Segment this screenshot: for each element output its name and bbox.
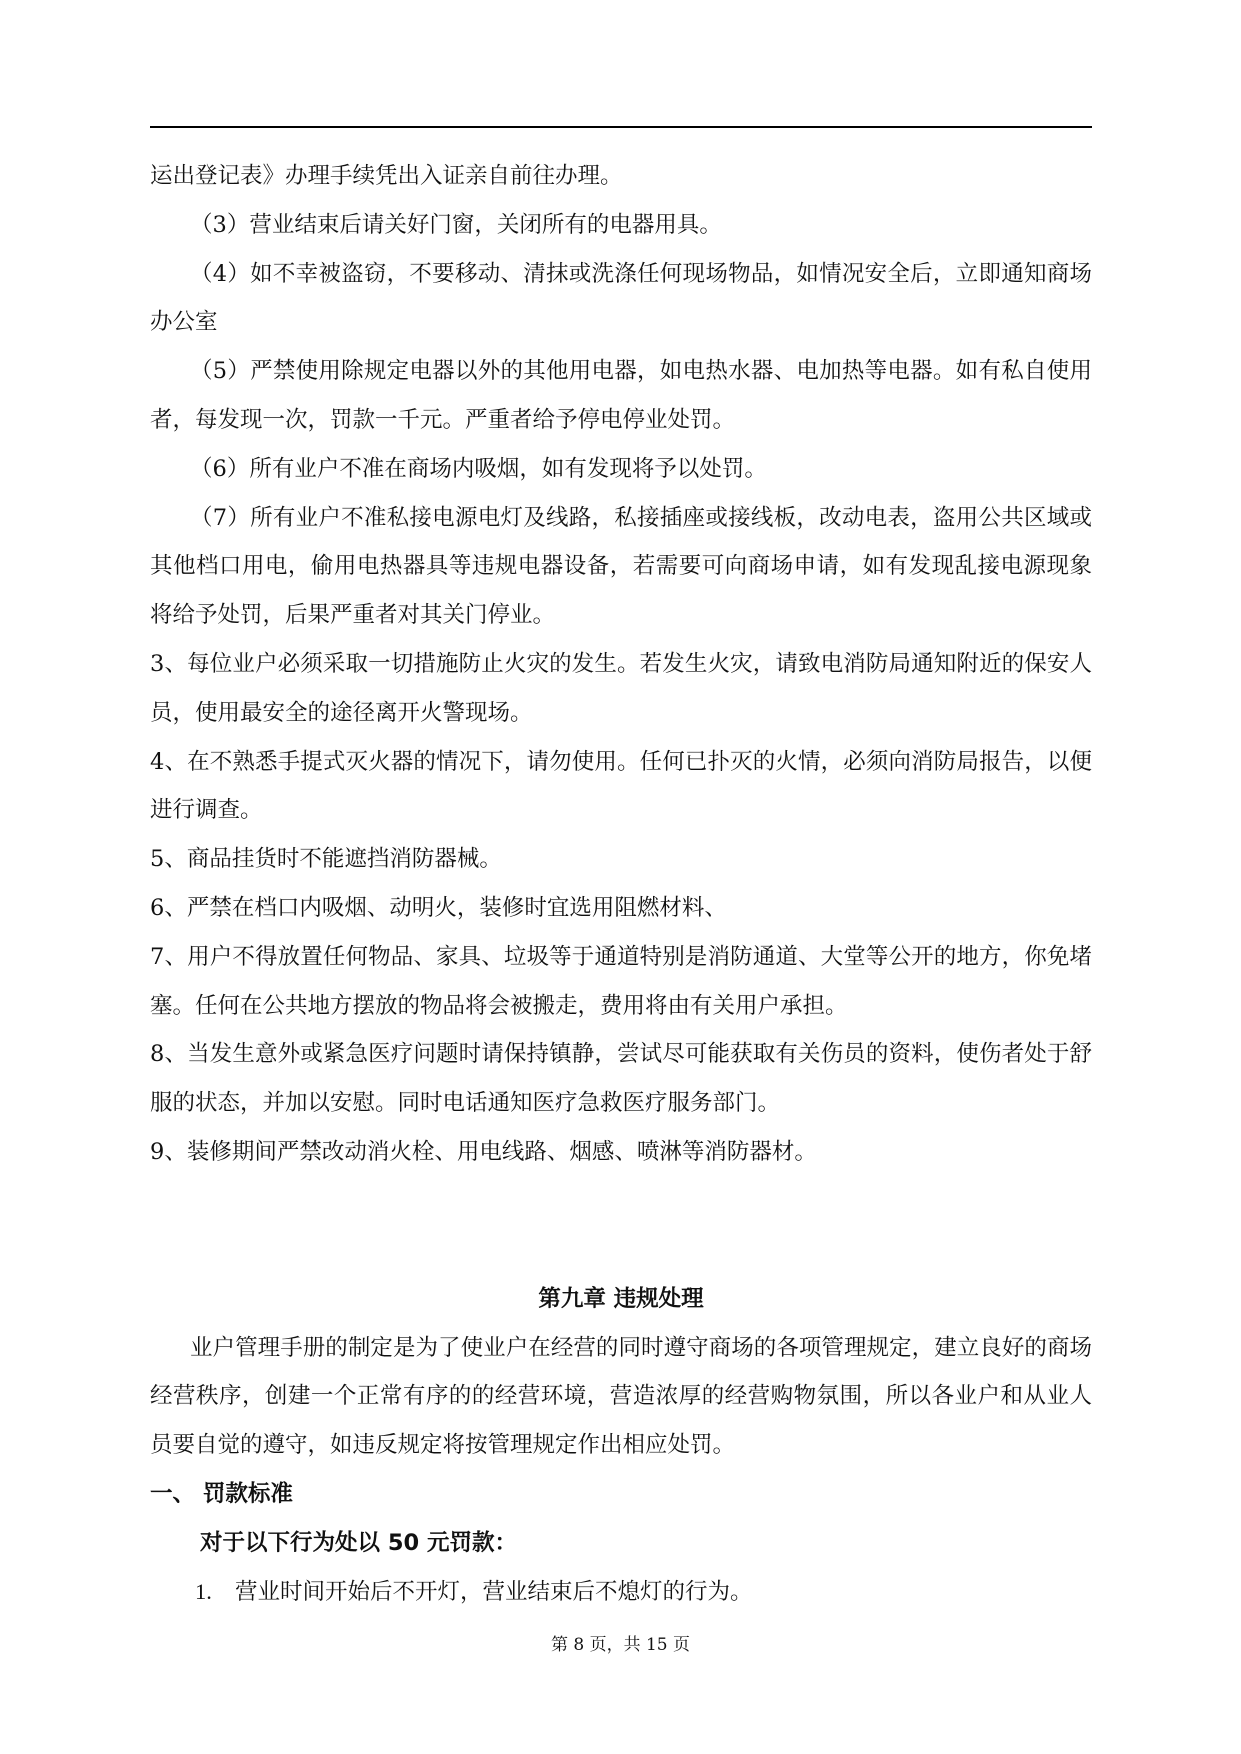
paragraph: 运出登记表》办理手续凭出入证亲自前往办理。 [150,163,623,189]
paragraph: （3）营业结束后请关好门窗，关闭所有的电器用具。 [190,211,722,238]
paragraph: （7）所有业户不准私接电源电灯及线路，私接插座或接线板，改动电表，盗用公共区域或其他档口用电，偷用电热器具等违规电器设备，若需要可向商场申请，如有发现乱接电源现象将给予处罚，后果严重者对其关门停业。 [150,504,1092,629]
paragraph: 9、装修期间严禁改动消火栓、用电线路、烟感、喷淋等消防器材。 [150,1138,817,1165]
paragraph: 5、商品挂货时不能遮挡消防器械。 [150,846,502,873]
chapter-title: 第九章 违规处理 [538,1285,704,1312]
list-item-number: 1. [195,1578,212,1604]
list-item-text: 营业时间开始后不开灯，营业结束后不熄灯的行为。 [235,1578,753,1605]
paragraph: （5）严禁使用除规定电器以外的其他用电器，如电热水器、电加热等电器。如有私自使用者，每发现一次，罚款一千元。严重者给予停电停业处罚。 [150,358,1092,433]
paragraph: 4、在不熟悉手提式灭火器的情况下，请勿使用。任何已扑灭的火情，必须向消防局报告，以便进行调查。 [150,748,1092,824]
list-item [150,1568,1092,1617]
sub-title: 对于以下行为处以 50 元罚款： [200,1529,517,1556]
chapter-gap [150,1177,1092,1275]
top-paragraphs [150,152,1092,1177]
paragraph: 8、当发生意外或紧急医疗问题时请保持镇静，尝试尽可能获取有关伤员的资料，使伤者处于舒服的状态，并加以安慰。同时电话通知医疗急救医疗服务部门。 [150,1041,1092,1117]
paragraph: 7、用户不得放置任何物品、家具、垃圾等于通道特别是消防通道、大堂等公开的地方，你免堵塞。任何在公共地方摆放的物品将会被搬走，费用将由有关用户承担。 [150,943,1092,1019]
chapter-intro: 业户管理手册的制定是为了使业户在经营的同时遵守商场的各项管理规定，建立良好的商场经营秩序，创建一个正常有序的的经营环境，营造浓厚的经营购物氛围，所以各业户和从业人员要自觉的遵守，如违反规定将按管理规定作出相应处罚。 [150,1334,1092,1459]
paragraph: 3、每位业户必须采取一切措施防止火灾的发生。若发生火灾，请致电消防局通知附近的保安人员，使用最安全的途径离开火警现场。 [150,650,1092,726]
header-rule [150,126,1092,128]
paragraph: 6、严禁在档口内吸烟、动明火，装修时宜选用阻燃材料、 [150,894,727,921]
page-footer: 第 8 页，共 15 页 [550,1635,691,1655]
paragraph: （4）如不幸被盗窃，不要移动、清抹或洗涤任何现场物品，如情况安全后，立即通知商场办公室 [150,260,1092,336]
page-body [150,152,1092,1616]
paragraph: （6）所有业户不准在商场内吸烟，如有发现将予以处罚。 [190,455,767,482]
section-title: 一、 罚款标准 [150,1480,293,1507]
